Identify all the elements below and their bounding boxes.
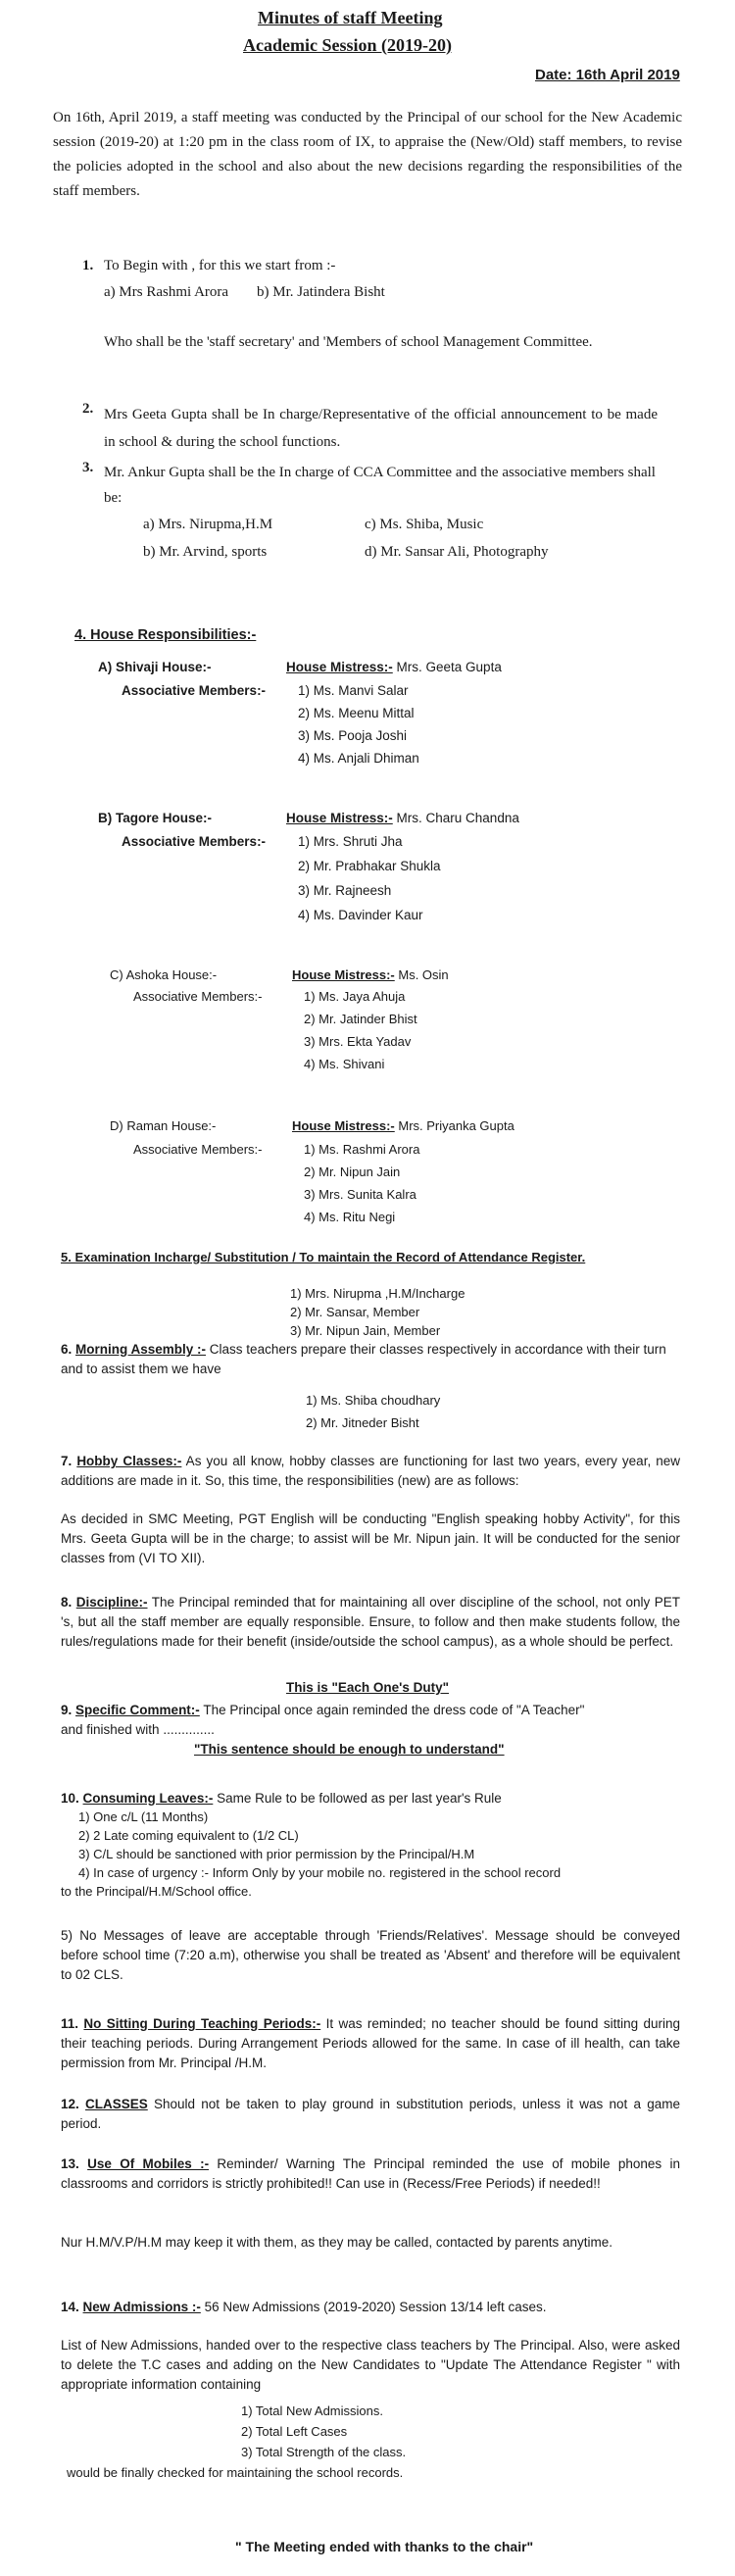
item-2-number: 2. xyxy=(82,401,94,417)
closing-remark: " The Meeting ended with thanks to the chair" xyxy=(235,2539,534,2554)
item-10-heading-line: 10. Consuming Leaves:- Same Rule to be followed as per last year's Rule xyxy=(61,1791,502,1806)
item-9-quote: "This sentence should be enough to understand" xyxy=(194,1742,505,1757)
admission-check-item: 2) Total Left Cases xyxy=(241,2424,348,2439)
cca-member: c) Ms. Shiba, Music xyxy=(365,517,484,532)
house-name: D) Raman House:- xyxy=(110,1118,217,1133)
item-9-continuation: and finished with .............. xyxy=(61,1722,215,1737)
item-1-note: Who shall be the 'staff secretary' and 'Members of school Management Committee. xyxy=(104,334,593,350)
house-responsibilities-heading: 4. House Responsibilities:- xyxy=(74,627,257,643)
associative-members-label: Associative Members:- xyxy=(122,683,267,698)
leave-rule: 3) C/L should be sanctioned with prior permission by the Principal/H.M xyxy=(78,1847,475,1861)
house-member: 4) Ms. Shivani xyxy=(304,1057,385,1071)
house-member: 4) Ms. Davinder Kaur xyxy=(298,908,423,922)
assembly-member: 1) Ms. Shiba choudhary xyxy=(306,1393,441,1408)
item-1-text: To Begin with , for this we start from :- xyxy=(104,258,336,273)
house-member: 3) Mrs. Sunita Kalra xyxy=(304,1187,416,1202)
associative-members-label: Associative Members:- xyxy=(133,1142,263,1157)
admission-check-item: 3) Total Strength of the class. xyxy=(241,2445,407,2459)
cca-member: b) Mr. Arvind, sports xyxy=(143,544,268,560)
exam-member: 3) Mr. Nipun Jain, Member xyxy=(290,1323,441,1338)
page-title: Minutes of staff Meeting xyxy=(258,8,443,27)
house-name: A) Shivaji House:- xyxy=(98,660,212,674)
house-name: C) Ashoka House:- xyxy=(110,967,218,982)
item-3-text: Mr. Ankur Gupta shall be the In charge of CCA Committee and the associative members shall be: xyxy=(104,465,656,506)
house-member: 2) Mr. Nipun Jain xyxy=(304,1164,401,1179)
item-1-option-a: a) Mrs Rashmi Arora xyxy=(104,284,229,300)
leave-rule: 4) In case of urgency :- Inform Only by your mobile no. registered in the school record xyxy=(78,1865,562,1880)
house-member: 1) Ms. Rashmi Arora xyxy=(304,1142,420,1157)
house-mistress: House Mistress:- Mrs. Priyanka Gupta xyxy=(292,1118,514,1133)
item-14-detail: List of New Admissions, handed over to the respective class teachers by The Principal. Also, were asked to delete the T.C cases and adding on the New Candidates to "Update The Attendance Register " with appropriate information containing xyxy=(61,2338,680,2392)
house-mistress: House Mistress:- Mrs. Charu Chandna xyxy=(286,811,519,825)
item-5-heading: 5. Examination Incharge/ Substitution / To maintain the Record of Attendance Register. xyxy=(61,1250,586,1264)
associative-members-label: Associative Members:- xyxy=(122,834,267,849)
item-8-quote: This is "Each One's Duty" xyxy=(285,1680,450,1695)
item-9-paragraph: 9. Specific Comment:- The Principal once again reminded the dress code of "A Teacher" xyxy=(61,1703,585,1717)
associative-members-label: Associative Members:- xyxy=(133,989,263,1004)
house-member: 2) Ms. Meenu Mittal xyxy=(298,706,415,720)
leave-rule-tail: to the Principal/H.M/School office. xyxy=(61,1884,252,1899)
house-member: 1) Mrs. Shruti Jha xyxy=(298,834,403,849)
item-7-paragraph: 7. Hobby Classes:- As you all know, hobby classes are functioning for last two years, every year, new additions are made in it. So, this time, the responsibilities (new) are as follows: xyxy=(61,1454,680,1488)
cca-member: d) Mr. Sansar Ali, Photography xyxy=(365,544,549,560)
intro-paragraph: On 16th, April 2019, a staff meeting was conducted by the Principal of our school for the New Academic session (2019-20) at 1:20 pm in the class room of IX, to appraise the (New/Old) staff members, to revise the policies adopted in the school and also about the new decisions regarding the responsibilities of the staff members. xyxy=(53,110,682,199)
house-member: 3) Mr. Rajneesh xyxy=(298,883,392,898)
item-11-paragraph: 11. No Sitting During Teaching Periods:- It was reminded; no teacher should be found sitting during their teaching periods. During Arrangement Periods allowed for the same. In case of ill health, can take permission from Mr. Principal /H.M. xyxy=(61,2016,680,2070)
admission-check-item: 1) Total New Admissions. xyxy=(241,2403,383,2418)
meeting-date: Date: 16th April 2019 xyxy=(535,67,680,83)
house-mistress: House Mistress:- Ms. Osin xyxy=(292,967,449,982)
house-member: 3) Mrs. Ekta Yadav xyxy=(304,1034,412,1049)
item-14-heading-line: 14. New Admissions :- 56 New Admissions (2019-2020) Session 13/14 left cases. xyxy=(61,2300,547,2314)
item-1-number: 1. xyxy=(82,258,94,273)
house-member: 2) Mr. Prabhakar Shukla xyxy=(298,859,441,873)
item-10-note: 5) No Messages of leave are acceptable through 'Friends/Relatives'. Message should be conveyed before school time (7:20 a.m), otherwise you shall be treated as 'Absent' and therefore will be equivalent to 02 CLS. xyxy=(61,1928,680,1982)
item-6-paragraph: 6. Morning Assembly :- Class teachers prepare their classes respectively in accordance with their turn and to assist them we have xyxy=(61,1342,666,1376)
item-8-paragraph: 8. Discipline:- The Principal reminded that for maintaining all over discipline of the school, not only PET 's, but all the staff member are equally responsible. Ensure, to follow and then make students follow, the rules/regulations made for their benefit (inside/outside the school campus), as a whole should be perfect. xyxy=(61,1595,680,1649)
house-member: 4) Ms. Anjali Dhiman xyxy=(298,751,419,766)
item-1-option-b: b) Mr. Jatindera Bisht xyxy=(257,284,385,300)
item-3-number: 3. xyxy=(82,460,94,475)
house-mistress: House Mistress:- Mrs. Geeta Gupta xyxy=(286,660,502,674)
house-member: 1) Ms. Jaya Ahuja xyxy=(304,989,406,1004)
exam-member: 2) Mr. Sansar, Member xyxy=(290,1305,420,1319)
leave-rule: 2) 2 Late coming equivalent to (1/2 CL) xyxy=(78,1828,299,1843)
cca-member: a) Mrs. Nirupma,H.M xyxy=(143,517,273,532)
exam-member: 1) Mrs. Nirupma ,H.M/Incharge xyxy=(290,1286,466,1301)
leave-rule: 1) One c/L (11 Months) xyxy=(78,1809,209,1824)
item-2-text: Mrs Geeta Gupta shall be In charge/Representative of the official announcement to be made in school & during the school functions. xyxy=(104,407,658,450)
house-name: B) Tagore House:- xyxy=(98,811,213,825)
item-14-tail: would be finally checked for maintaining the school records. xyxy=(67,2465,404,2480)
house-member: 3) Ms. Pooja Joshi xyxy=(298,728,408,743)
item-13-detail: Nur H.M/V.P/H.M may keep it with them, as they may be called, contacted by parents anytime. xyxy=(61,2235,612,2250)
house-member: 1) Ms. Manvi Salar xyxy=(298,683,409,698)
item-7-detail: As decided in SMC Meeting, PGT English will be conducting "English speaking hobby Activity", for this Mrs. Geeta Gupta will be in the charge; to assist will be Mr. Nipun jain. It will be conducted for the senior classes from (VI TO XII). xyxy=(61,1511,680,1565)
item-12-paragraph: 12. CLASSES Should not be taken to play ground in substitution periods, unless it was not a game period. xyxy=(61,2097,680,2131)
house-member: 4) Ms. Ritu Negi xyxy=(304,1210,396,1224)
house-member: 2) Mr. Jatinder Bhist xyxy=(304,1012,417,1026)
page-subtitle: Academic Session (2019-20) xyxy=(243,35,452,55)
assembly-member: 2) Mr. Jitneder Bisht xyxy=(306,1415,419,1430)
item-13-paragraph: 13. Use Of Mobiles :- Reminder/ Warning The Principal reminded the use of mobile phones in classrooms and corridors is strictly prohibited!! Can use in (Recess/Free Periods) if needed!! xyxy=(61,2156,680,2191)
